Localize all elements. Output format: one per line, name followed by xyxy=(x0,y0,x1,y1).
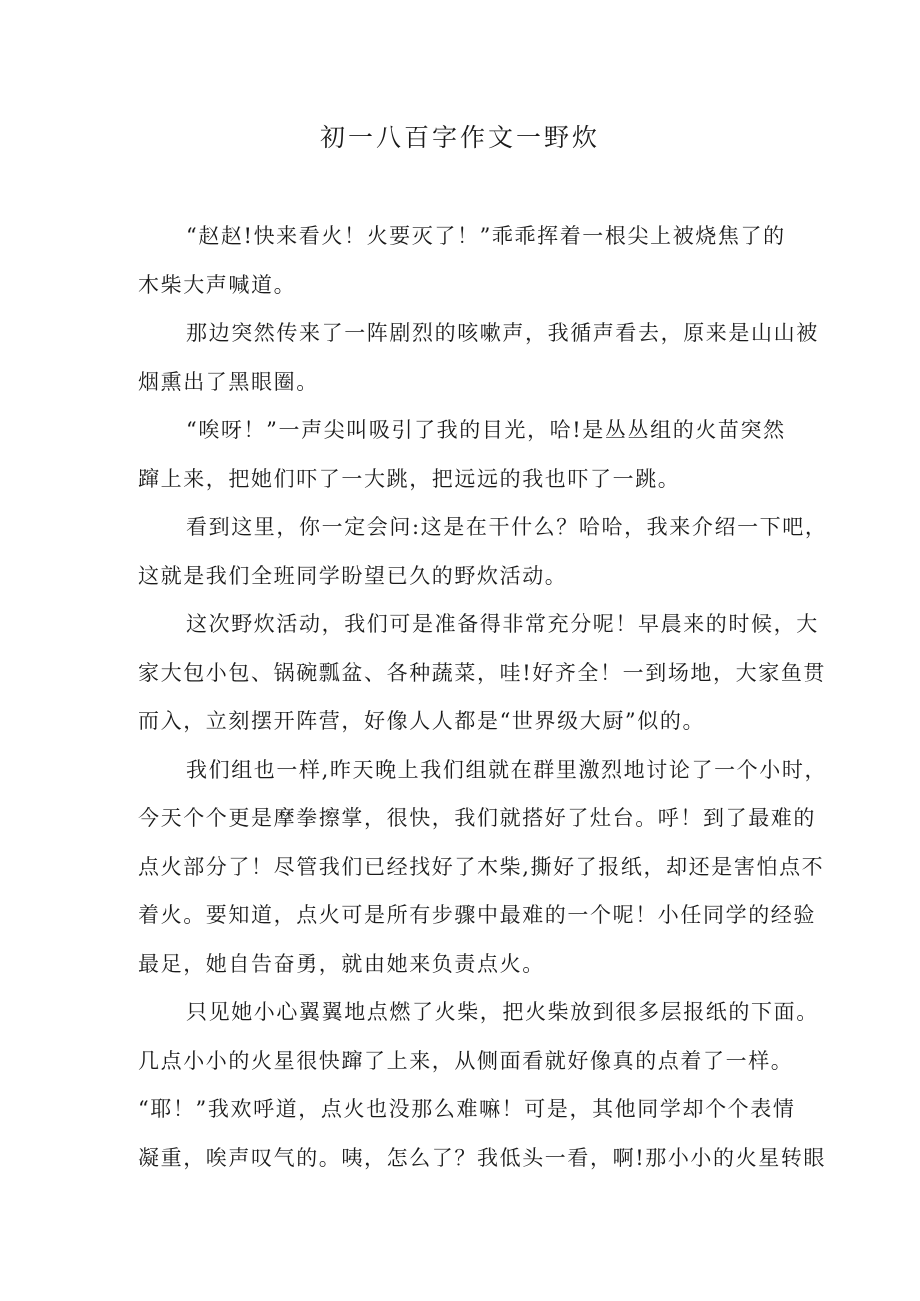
paragraph xyxy=(138,988,827,1182)
paragraph xyxy=(138,212,798,309)
paragraph-line: 而入，立刻摆开阵营，好像人人都是“世界级大厨”似的。 xyxy=(138,709,706,733)
paragraph xyxy=(138,406,798,503)
paragraph-line: 只见她小心翼翼地点燃了火柴，把火柴放到很多层报纸的下面。 xyxy=(186,1000,819,1024)
paragraph xyxy=(138,600,827,746)
paragraph xyxy=(138,503,828,600)
paragraph-line: 今天个个更是摩拳擦掌，很快，我们就搭好了灶台。呼！到了最难的 xyxy=(138,806,816,830)
paragraph-line: 凝重，唉声叹气的。咦，怎么了？我低头一看，啊!那小小的火星转眼 xyxy=(138,1145,827,1170)
paragraph-line: “唉呀！”一声尖叫吸引了我的目光，哈!是丛丛组的火苗突然 xyxy=(186,418,786,442)
paragraph-line: “耶！”我欢呼道，点火也没那么难嘛！可是，其他同学却个个表情 xyxy=(138,1097,796,1121)
paragraph-line: 木柴大声喊道。 xyxy=(138,272,297,297)
paragraph xyxy=(138,309,819,406)
document-title: 初一八百字作文一野炊 xyxy=(319,123,600,152)
paragraph-line: “赵赵!快来看火！火要灭了！”乖乖挥着一根尖上被烧焦了的 xyxy=(186,224,786,248)
paragraph-line: 蹿上来，把她们吓了一大跳，把远远的我也吓了一跳。 xyxy=(138,466,681,491)
paragraph-line: 烟熏出了黑眼圈。 xyxy=(138,369,319,394)
paragraph-line: 这就是我们全班同学盼望已久的野炊活动。 xyxy=(138,563,568,588)
paragraph-line: 着火。要知道，点火可是所有步骤中最难的一个呢！小任同学的经验 xyxy=(138,903,816,927)
paragraph-line: 我们组也一样,昨天晚上我们组就在群里激烈地讨论了一个小时， xyxy=(186,757,828,782)
paragraph-line: 几点小小的火星很快蹿了上来，从侧面看就好像真的点着了一样。 xyxy=(138,1048,794,1073)
paragraph-line: 点火部分了！尽管我们已经找好了木柴,撕好了报纸，却还是害怕点不 xyxy=(138,854,825,879)
paragraph-line: 家大包小包、锅碗瓢盆、各种蔬菜，哇!好齐全！一到场地，大家鱼贯 xyxy=(138,660,827,685)
paragraph-line: 那边突然传来了一阵剧烈的咳嗽声，我循声看去，原来是山山被 xyxy=(186,321,819,345)
paragraph xyxy=(138,746,828,989)
paragraph-line: 这次野炊活动，我们可是准备得非常充分呢！早晨来的时候，大 xyxy=(186,612,819,636)
document-body xyxy=(138,212,828,1182)
paragraph-line: 最足，她自告奋勇，就由她来负责点火。 xyxy=(138,951,545,976)
paragraph-line: 看到这里，你一定会问:这是在干什么？哈哈，我来介绍一下吧， xyxy=(186,515,828,539)
